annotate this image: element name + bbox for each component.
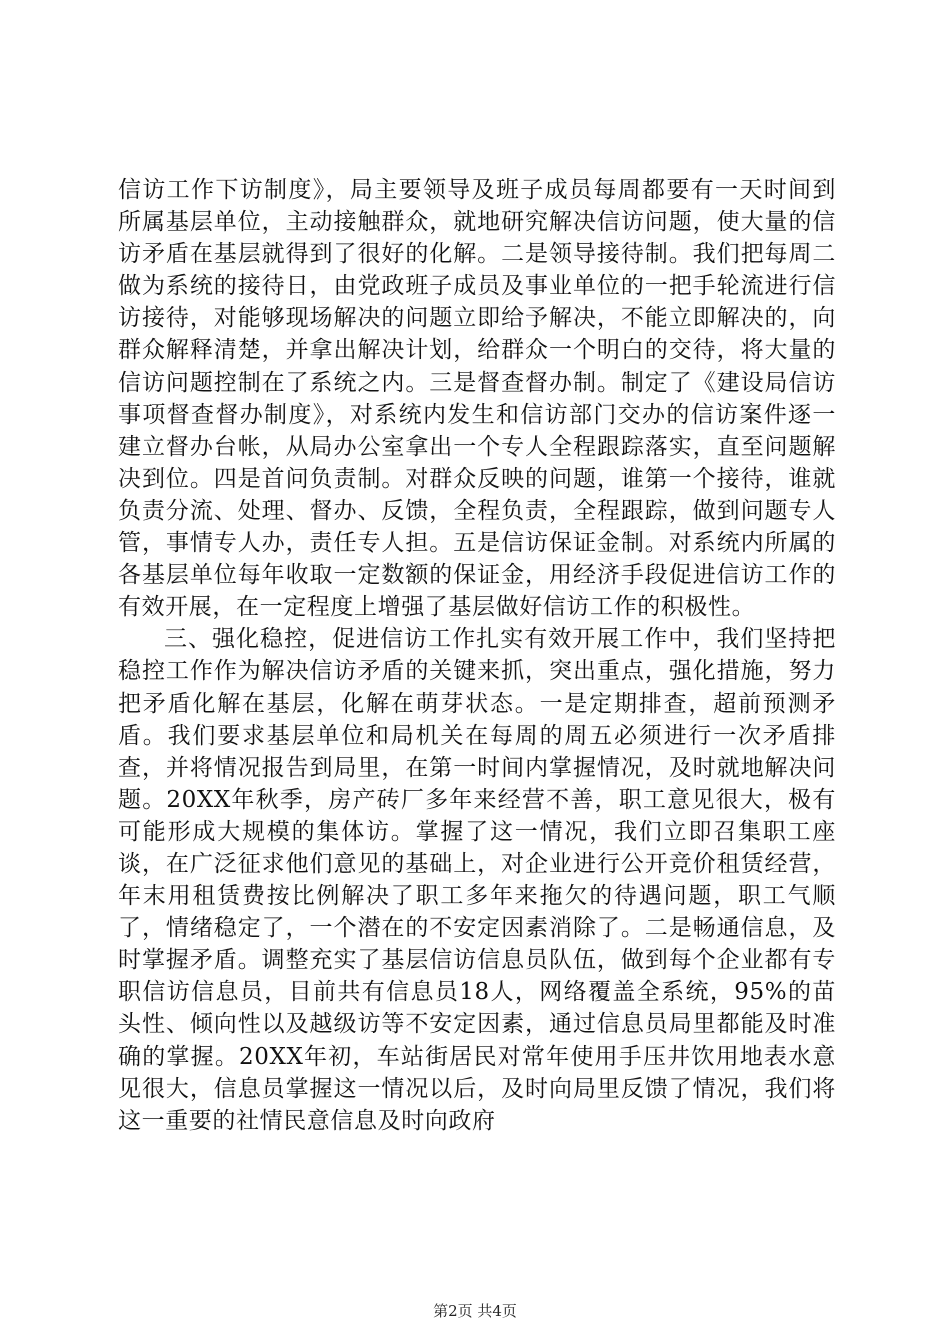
- paragraph-2: 三、强化稳控，促进信访工作扎实有效开展工作中，我们坚持把稳控工作作为解决信访矛盾的关键来抓，突出重点，强化措施，努力把矛盾化解在基层，化解在萌芽状态。一是定期排查，超前预测矛盾。我们要求基层单位和局机关在每周的周五必须进行一次矛盾排查，并将情况报告到局里，在第一时间内掌握情况，及时就地解决问题。20XX年秋季，房产砖厂多年来经营不善，职工意见很大，极有可能形成大规模的集体访。掌握了这一情况，我们立即召集职工座谈，在广泛征求他们意见的基础上，对企业进行公开竞价租赁经营，年末用租赁费按比例解决了职工多年来拖欠的待遇问题，职工气顺了，情绪稳定了，一个潜在的不安定因素消除了。二是畅通信息，及时掌握矛盾。调整充实了基层信访信息员队伍，做到每个企业都有专职信访信息员，目前共有信息员18人，网络覆盖全系统，95%的苗头性、倾向性以及越级访等不安定因素，通过信息员局里都能及时准确的掌握。20XX年初，车站街居民对常年使用手压井饮用地表水意见很大，信息员掌握这一情况以后，及时向局里反馈了情况，我们将这一重要的社情民意信息及时向政府: [118, 626, 836, 1134]
- page-footer: 第2页 共4页: [433, 1302, 517, 1320]
- paragraph-1: 信访工作下访制度》，局主要领导及班子成员每周都要有一天时间到所属基层单位，主动接触群众，就地研究解决信访问题，使大量的信访矛盾在基层就得到了很好的化解。二是领导接待制。我们把每周二做为系统的接待日，由党政班子成员及事业单位的一把手轮流进行信访接待，对能够现场解决的问题立即给予解决，不能立即解决的，向群众解释清楚，并拿出解决计划，给群众一个明白的交待，将大量的信访问题控制在了系统之内。三是督查督办制。制定了《建设局信访事项督查督办制度》，对系统内发生和信访部门交办的信访案件逐一建立督办台帐，从局办公室拿出一个专人全程跟踪落实，直至问题解决到位。四是首问负责制。对群众反映的问题，谁第一个接待，谁就负责分流、处理、督办、反馈，全程负责，全程跟踪，做到问题专人管，事情专人办，责任专人担。五是信访保证金制。对系统内所属的各基层单位每年收取一定数额的保证金，用经济手段促进信访工作的有效开展，在一定程度上增强了基层做好信访工作的积极性。: [118, 177, 836, 621]
- document-body: [118, 174, 836, 1137]
